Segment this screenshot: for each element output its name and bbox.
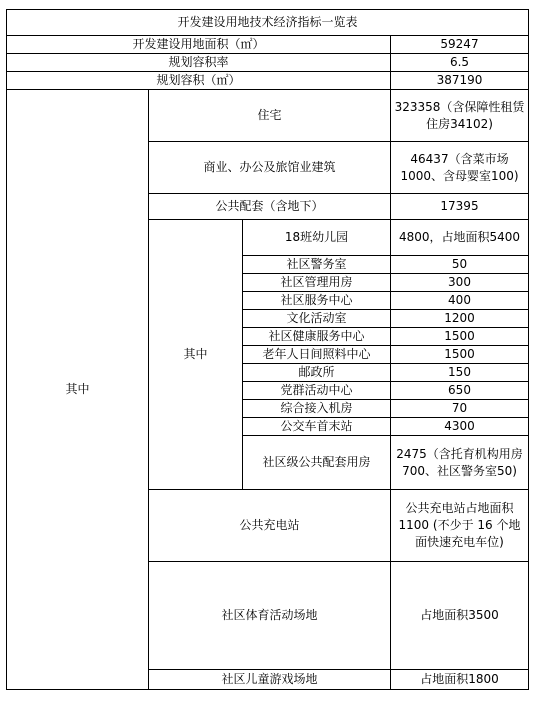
public-item-value: 4800，占地面积5400 — [391, 220, 529, 256]
public-item-value: 650 — [391, 382, 529, 400]
public-item-value: 50 — [391, 256, 529, 274]
commercial-value: 46437（含菜市场1000、含母婴室100) — [391, 142, 529, 194]
residential-row — [7, 90, 529, 142]
commercial-label: 商业、办公及旅馆业建筑 — [149, 142, 391, 194]
public-item-value: 1200 — [391, 310, 529, 328]
summary-row — [7, 36, 529, 54]
kids-value: 占地面积1800 — [391, 670, 529, 690]
kids-label: 社区儿童游戏场地 — [149, 670, 391, 690]
summary-label: 规划容积率 — [7, 54, 391, 72]
public-item-label: 社区管理用房 — [243, 274, 391, 292]
public-item-value: 300 — [391, 274, 529, 292]
summary-label: 开发建设用地面积（㎡） — [7, 36, 391, 54]
public-item-label: 社区健康服务中心 — [243, 328, 391, 346]
summary-value: 6.5 — [391, 54, 529, 72]
public-item-value: 70 — [391, 400, 529, 418]
public-item-label: 党群活动中心 — [243, 382, 391, 400]
summary-row — [7, 54, 529, 72]
public-item-label: 社区服务中心 — [243, 292, 391, 310]
public-item-label: 文化活动室 — [243, 310, 391, 328]
public-item-label: 社区级公共配套用房 — [243, 436, 391, 490]
public-breakdown-label: 其中 — [149, 220, 243, 490]
public-item-value: 1500 — [391, 346, 529, 364]
public-item-value: 2475（含托育机构用房700、社区警务室50) — [391, 436, 529, 490]
public-label: 公共配套（含地下） — [149, 194, 391, 220]
public-item-label: 综合接入机房 — [243, 400, 391, 418]
residential-label: 住宅 — [149, 90, 391, 142]
public-item-label: 邮政所 — [243, 364, 391, 382]
summary-value: 387190 — [391, 72, 529, 90]
public-item-value: 150 — [391, 364, 529, 382]
public-item-value: 400 — [391, 292, 529, 310]
public-item-label: 18班幼儿园 — [243, 220, 391, 256]
public-value: 17395 — [391, 194, 529, 220]
public-item-label: 老年人日间照料中心 — [243, 346, 391, 364]
breakdown-label: 其中 — [7, 90, 149, 690]
residential-value: 323358（含保障性租赁住房34102) — [391, 90, 529, 142]
summary-value: 59247 — [391, 36, 529, 54]
summary-row — [7, 72, 529, 90]
sports-value: 占地面积3500 — [391, 562, 529, 670]
summary-label: 规划容积（㎡） — [7, 72, 391, 90]
table-title: 开发建设用地技术经济指标一览表 — [7, 10, 529, 36]
charging-value: 公共充电站占地面积1100 (不少于 16 个地面快速充电车位) — [391, 490, 529, 562]
title-row — [7, 10, 529, 36]
indicator-table — [6, 9, 529, 690]
public-item-value: 1500 — [391, 328, 529, 346]
public-item-label: 社区警务室 — [243, 256, 391, 274]
sports-label: 社区体育活动场地 — [149, 562, 391, 670]
charging-label: 公共充电站 — [149, 490, 391, 562]
public-item-label: 公交车首末站 — [243, 418, 391, 436]
public-item-value: 4300 — [391, 418, 529, 436]
